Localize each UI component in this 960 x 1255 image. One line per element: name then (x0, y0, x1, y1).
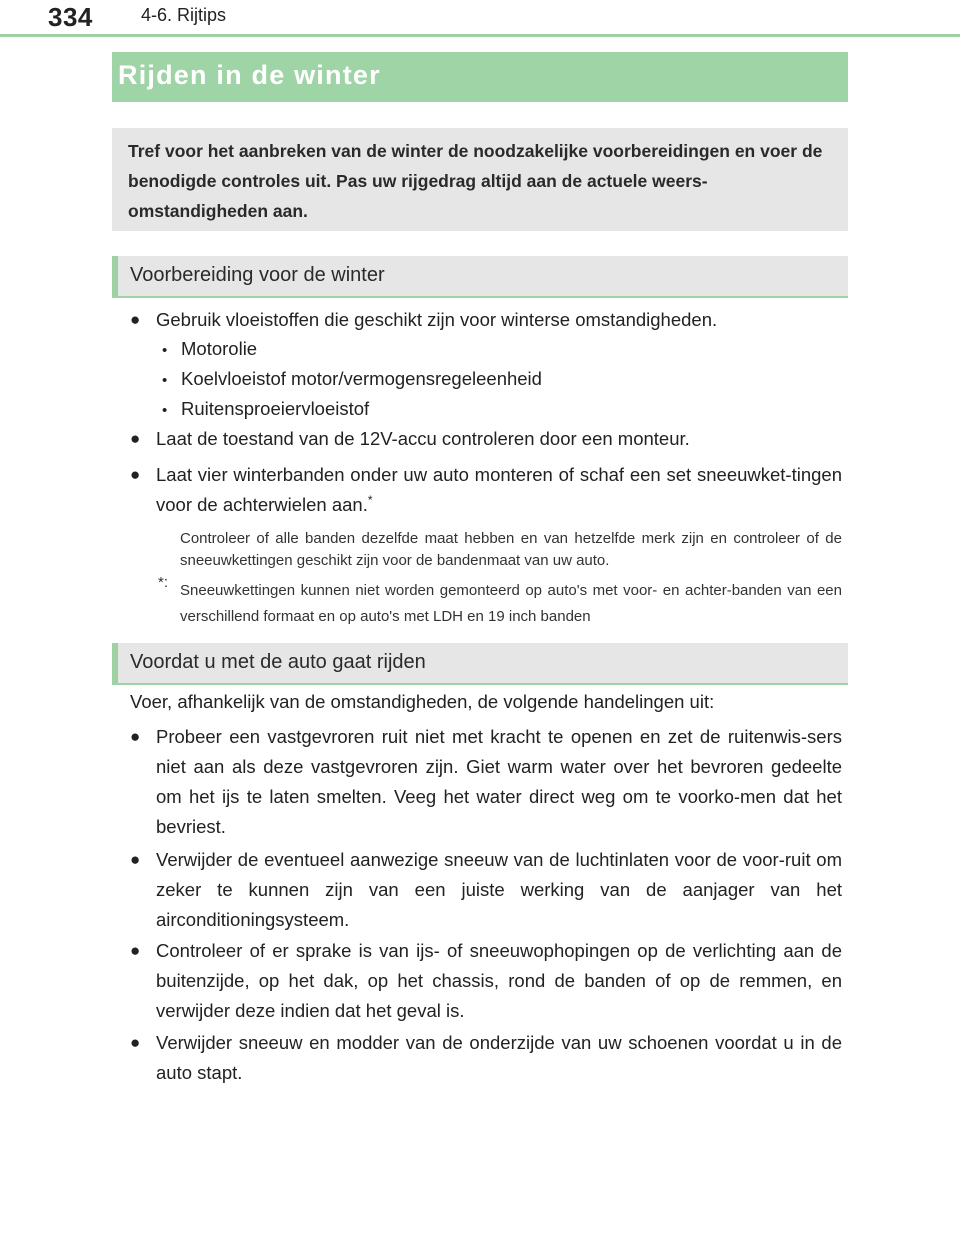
page-number: 334 (48, 2, 93, 32)
sub-list-item (162, 394, 369, 426)
section-reference: 4-6. Rijtips (141, 5, 227, 25)
section-intro: Voer, afhankelijk van de omstandigheden, de volgende handelingen uit: (130, 691, 715, 712)
section-header-before-driving (112, 643, 848, 685)
header-rule (0, 34, 960, 37)
intro-box (112, 128, 848, 231)
list-item-text: Verwijder sneeuw en modder van de onderzijde van uw schoenen voordat u in de auto stapt. (156, 1032, 842, 1083)
page-title-bar (112, 52, 848, 102)
sub-list-item-text: Koelvloeistof motor/vermogensregeleenheid (181, 368, 542, 389)
page-title: Rijden in de winter (118, 60, 381, 90)
intro-text: Tref voor het aanbreken van de winter de noodzakelijke voorbereidingen en voer de benodigde controles uit. Pas uw rijgedrag altijd aan de actuele weers-omstandigheden aan. (128, 141, 823, 221)
dot-icon: • (162, 402, 168, 419)
list-item (130, 305, 842, 335)
list-item-text: Laat vier winterbanden onder uw auto monteren of schaf een set sneeuwket-tingen voor de achterwielen aan. (156, 464, 842, 515)
section-heading: Voordat u met de auto gaat rijden (130, 651, 426, 673)
sub-list-item (162, 364, 542, 396)
section-header-winter-prep (112, 256, 848, 298)
bullet-icon: ● (130, 465, 141, 484)
section-accent (112, 643, 118, 683)
dot-icon: • (162, 372, 168, 389)
bullet-icon: ● (130, 1033, 141, 1052)
list-item-text: Verwijder de eventueel aanwezige sneeuw van de luchtinlaten voor de voor-ruit om zeker te kunnen zijn van een juiste werking van de aanjager van het airconditioningsysteem. (156, 849, 842, 930)
list-item-text: Probeer een vastgevroren ruit niet met kracht te openen en zet de ruitenwis-sers niet aan als deze vastgevroren zijn. Giet warm water over het bevroren gedeelte om het ijs te laten smelten. Veeg het water direct weg om te voorko-men dat het bevriest. (156, 726, 842, 837)
sub-list-item-text: Ruitensproeiervloeistof (181, 398, 370, 419)
footnote-reference: * (367, 492, 373, 507)
sub-list-item (162, 334, 257, 366)
bullet-icon: ● (130, 941, 141, 960)
bullet-icon: ● (130, 310, 141, 329)
list-item (130, 424, 842, 454)
dot-icon: • (162, 342, 168, 359)
list-item (130, 1028, 842, 1088)
list-item (130, 936, 842, 1026)
footnote-marker: *: (158, 574, 169, 591)
list-item-text: Gebruik vloeistoffen die geschikt zijn voor winterse omstandigheden. (156, 309, 718, 330)
list-item-text: Laat de toestand van de 12V-accu controleren door een monteur. (156, 428, 690, 449)
bullet-icon: ● (130, 429, 141, 448)
footnote-text: Sneeuwkettingen kunnen niet worden gemonteerd op auto's met voor- en achter-banden van een verschillend formaat en op auto's met LDH en 19 inch banden (180, 582, 842, 625)
bullet-icon: ● (130, 850, 141, 869)
list-item (130, 460, 842, 520)
section-accent (112, 256, 118, 296)
bullet-icon: ● (130, 727, 141, 746)
sub-list-item-text: Motorolie (181, 338, 258, 359)
note-text: Controleer of alle banden dezelfde maat hebben en van hetzelfde merk zijn en controleer of de sneeuwkettingen geschikt zijn voor de bandenmaat van uw auto. (180, 530, 842, 569)
list-item-text: Controleer of er sprake is van ijs- of sneeuwophopingen op de verlichting aan de buitenzijde, op het dak, op het chassis, rond de banden of op de remmen, en verwijder deze indien dat het geval is. (156, 940, 842, 1021)
section-heading: Voorbereiding voor de winter (130, 264, 385, 286)
list-item (130, 722, 842, 842)
list-item (130, 845, 842, 935)
